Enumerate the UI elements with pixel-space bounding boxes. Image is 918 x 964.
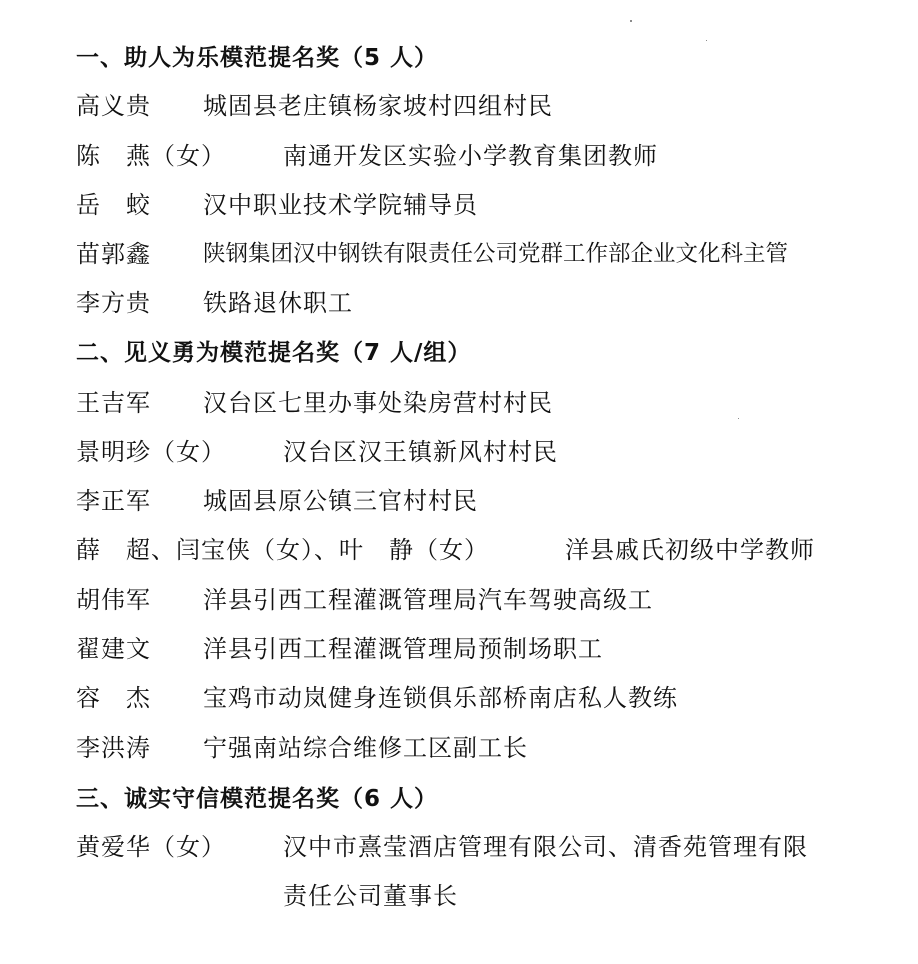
nominee-name: 容 杰	[76, 684, 151, 712]
nominee-description: 南通开发区实验小学教育集团教师	[283, 142, 658, 170]
nominee-name: 陈 燕（女）	[76, 142, 226, 170]
nominee-name: 李洪涛	[76, 734, 151, 762]
nominee-name: 胡伟军	[76, 586, 151, 614]
scan-speck	[738, 418, 739, 419]
nominee-description: 汉台区七里办事处染房营村村民	[203, 389, 553, 417]
section-heading-text: 三、诚实守信模范提名奖（6 人）	[76, 786, 439, 812]
nominee-description: 陕钢集团汉中钢铁有限责任公司党群工作部企业文化科主管	[203, 241, 789, 267]
nominee-name: 王吉军	[76, 389, 151, 417]
nominee-description: 洋县引西工程灌溉管理局预制场职工	[203, 635, 603, 663]
nominee-description: 城固县老庄镇杨家坡村四组村民	[203, 92, 553, 120]
nominee-description: 洋县戚氏初级中学教师	[565, 536, 815, 564]
nominee-description-continued: 责任公司董事长	[283, 882, 458, 910]
nominee-name: 李正军	[76, 487, 151, 515]
nominee-name: 景明珍（女）	[76, 438, 226, 466]
nominee-name: 翟建文	[76, 635, 151, 663]
nominee-description: 宝鸡市动岚健身连锁俱乐部桥南店私人教练	[203, 684, 678, 712]
nominee-description: 宁强南站综合维修工区副工长	[203, 734, 528, 762]
section-heading-text: 一、助人为乐模范提名奖（5 人）	[76, 45, 439, 71]
scan-speck	[706, 40, 707, 41]
nominee-name: 高义贵	[76, 92, 151, 120]
nominee-description: 汉台区汉王镇新风村村民	[283, 438, 558, 466]
nominee-description: 城固县原公镇三官村村民	[203, 487, 478, 515]
nominee-name: 黄爱华（女）	[76, 833, 226, 861]
scan-speck	[630, 20, 632, 22]
nominee-name: 苗郭鑫	[76, 240, 151, 268]
nominee-name: 李方贵	[76, 289, 151, 317]
section-heading-text: 二、见义勇为模范提名奖（7 人/组）	[76, 340, 472, 366]
nominee-description: 汉中职业技术学院辅导员	[203, 191, 478, 219]
nominee-name: 岳 蛟	[76, 191, 151, 219]
nominee-description: 汉中市熹莹酒店管理有限公司、清香苑管理有限	[283, 833, 808, 861]
nominee-description: 洋县引西工程灌溉管理局汽车驾驶高级工	[203, 586, 653, 614]
nominee-name: 薛 超、闫宝侠（女）、叶 静（女）	[76, 536, 489, 564]
nominee-description: 铁路退休职工	[203, 289, 353, 317]
